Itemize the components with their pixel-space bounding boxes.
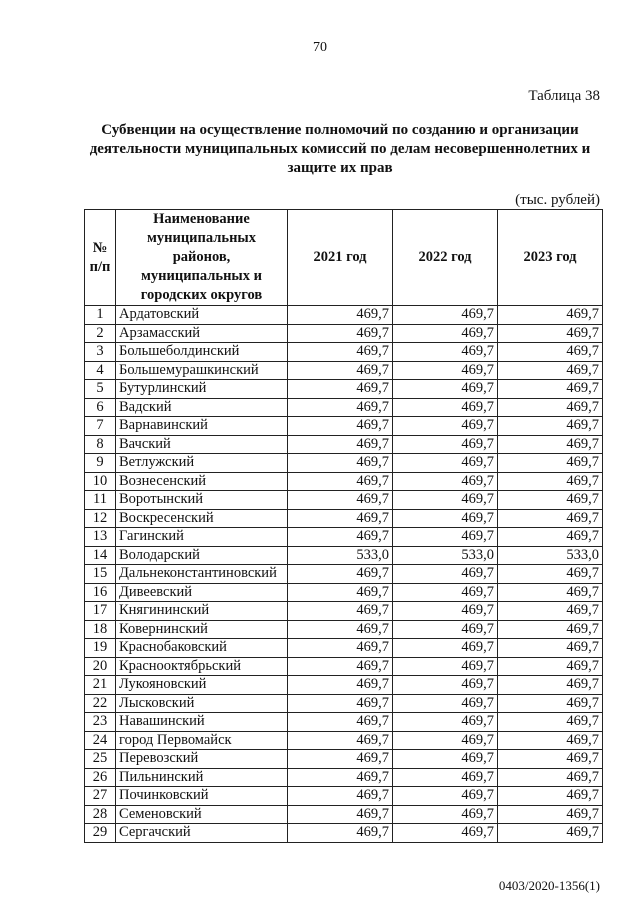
value-2021: 469,7 bbox=[288, 713, 393, 732]
district-name: Варнавинский bbox=[116, 417, 288, 436]
district-name: Володарский bbox=[116, 546, 288, 565]
value-2023: 469,7 bbox=[498, 824, 603, 843]
value-2021: 469,7 bbox=[288, 824, 393, 843]
table-row bbox=[85, 398, 603, 417]
district-name: Вачский bbox=[116, 435, 288, 454]
table-row bbox=[85, 306, 603, 325]
value-2022: 469,7 bbox=[393, 306, 498, 325]
row-number: 24 bbox=[85, 731, 116, 750]
row-number: 13 bbox=[85, 528, 116, 547]
row-number: 18 bbox=[85, 620, 116, 639]
value-2021: 469,7 bbox=[288, 583, 393, 602]
value-2021: 469,7 bbox=[288, 417, 393, 436]
value-2022: 469,7 bbox=[393, 528, 498, 547]
row-number: 22 bbox=[85, 694, 116, 713]
value-2021: 469,7 bbox=[288, 620, 393, 639]
header-2023: 2023 год bbox=[498, 210, 603, 306]
table-row bbox=[85, 546, 603, 565]
value-2023: 469,7 bbox=[498, 657, 603, 676]
value-2022: 469,7 bbox=[393, 398, 498, 417]
row-number: 29 bbox=[85, 824, 116, 843]
value-2022: 469,7 bbox=[393, 380, 498, 399]
value-2023: 469,7 bbox=[498, 713, 603, 732]
value-2021: 469,7 bbox=[288, 306, 393, 325]
table-row bbox=[85, 565, 603, 584]
footer-code: 0403/2020-1356(1) bbox=[498, 878, 600, 893]
district-name: Навашинский bbox=[116, 713, 288, 732]
value-2022: 469,7 bbox=[393, 676, 498, 695]
value-2021: 469,7 bbox=[288, 509, 393, 528]
table-row bbox=[85, 639, 603, 658]
value-2023: 469,7 bbox=[498, 676, 603, 695]
value-2021: 469,7 bbox=[288, 565, 393, 584]
value-2021: 469,7 bbox=[288, 750, 393, 769]
district-name: Перевозский bbox=[116, 750, 288, 769]
value-2023: 469,7 bbox=[498, 528, 603, 547]
row-number: 20 bbox=[85, 657, 116, 676]
row-number: 27 bbox=[85, 787, 116, 806]
row-number: 7 bbox=[85, 417, 116, 436]
value-2023: 469,7 bbox=[498, 509, 603, 528]
row-number: 21 bbox=[85, 676, 116, 695]
table-row bbox=[85, 583, 603, 602]
value-2022: 469,7 bbox=[393, 565, 498, 584]
row-number: 1 bbox=[85, 306, 116, 325]
value-2022: 469,7 bbox=[393, 750, 498, 769]
district-name: Княгининский bbox=[116, 602, 288, 621]
row-number: 16 bbox=[85, 583, 116, 602]
value-2022: 469,7 bbox=[393, 417, 498, 436]
value-2021: 469,7 bbox=[288, 491, 393, 510]
value-2021: 469,7 bbox=[288, 398, 393, 417]
value-2022: 469,7 bbox=[393, 713, 498, 732]
row-number: 19 bbox=[85, 639, 116, 658]
value-2023: 469,7 bbox=[498, 805, 603, 824]
district-name: Ковернинский bbox=[116, 620, 288, 639]
value-2023: 469,7 bbox=[498, 454, 603, 473]
row-number: 5 bbox=[85, 380, 116, 399]
value-2023: 469,7 bbox=[498, 343, 603, 362]
value-2021: 469,7 bbox=[288, 343, 393, 362]
units-label: (тыс. рублей) bbox=[515, 192, 600, 208]
value-2021: 469,7 bbox=[288, 787, 393, 806]
table-title: Субвенции на осуществление полномочий по созданию и организации деятельности муниципальных комиссий по делам несовершеннолетних и защите их прав bbox=[89, 122, 591, 176]
row-number: 17 bbox=[85, 602, 116, 621]
district-name: Сергачский bbox=[116, 824, 288, 843]
value-2021: 469,7 bbox=[288, 454, 393, 473]
table-row bbox=[85, 787, 603, 806]
value-2023: 469,7 bbox=[498, 565, 603, 584]
district-name: Большеболдинский bbox=[116, 343, 288, 362]
table-row bbox=[85, 361, 603, 380]
table-row bbox=[85, 528, 603, 547]
value-2021: 469,7 bbox=[288, 768, 393, 787]
value-2023: 469,7 bbox=[498, 602, 603, 621]
district-name: Пильнинский bbox=[116, 768, 288, 787]
row-number: 25 bbox=[85, 750, 116, 769]
value-2022: 469,7 bbox=[393, 361, 498, 380]
value-2023: 469,7 bbox=[498, 694, 603, 713]
row-number: 2 bbox=[85, 324, 116, 343]
value-2021: 469,7 bbox=[288, 676, 393, 695]
value-2022: 469,7 bbox=[393, 768, 498, 787]
district-name: Краснооктябрьский bbox=[116, 657, 288, 676]
district-name: Бутурлинский bbox=[116, 380, 288, 399]
table-row bbox=[85, 805, 603, 824]
value-2021: 469,7 bbox=[288, 361, 393, 380]
district-name: Воротынский bbox=[116, 491, 288, 510]
value-2022: 469,7 bbox=[393, 787, 498, 806]
table-row bbox=[85, 509, 603, 528]
value-2021: 469,7 bbox=[288, 380, 393, 399]
table-body bbox=[85, 306, 603, 843]
value-2023: 469,7 bbox=[498, 787, 603, 806]
value-2023: 469,7 bbox=[498, 472, 603, 491]
value-2021: 469,7 bbox=[288, 472, 393, 491]
table-row bbox=[85, 472, 603, 491]
row-number: 11 bbox=[85, 491, 116, 510]
header-2021: 2021 год bbox=[288, 210, 393, 306]
value-2021: 469,7 bbox=[288, 435, 393, 454]
value-2022: 469,7 bbox=[393, 639, 498, 658]
value-2023: 469,7 bbox=[498, 583, 603, 602]
table-row bbox=[85, 620, 603, 639]
district-name: город Первомайск bbox=[116, 731, 288, 750]
value-2022: 469,7 bbox=[393, 343, 498, 362]
table-row bbox=[85, 676, 603, 695]
row-number: 23 bbox=[85, 713, 116, 732]
value-2023: 469,7 bbox=[498, 731, 603, 750]
table-row bbox=[85, 824, 603, 843]
table-row bbox=[85, 324, 603, 343]
district-name: Гагинский bbox=[116, 528, 288, 547]
value-2022: 469,7 bbox=[393, 454, 498, 473]
district-name: Краснобаковский bbox=[116, 639, 288, 658]
district-name: Лукояновский bbox=[116, 676, 288, 695]
district-name: Большемурашкинский bbox=[116, 361, 288, 380]
table-row bbox=[85, 768, 603, 787]
district-name: Дальнеконстантиновский bbox=[116, 565, 288, 584]
row-number: 4 bbox=[85, 361, 116, 380]
table-label: Таблица 38 bbox=[528, 88, 600, 104]
row-number: 3 bbox=[85, 343, 116, 362]
value-2023: 469,7 bbox=[498, 768, 603, 787]
district-name: Ардатовский bbox=[116, 306, 288, 325]
value-2021: 533,0 bbox=[288, 546, 393, 565]
table-row bbox=[85, 713, 603, 732]
value-2023: 469,7 bbox=[498, 435, 603, 454]
value-2022: 469,7 bbox=[393, 602, 498, 621]
value-2021: 469,7 bbox=[288, 731, 393, 750]
table-row bbox=[85, 417, 603, 436]
value-2022: 469,7 bbox=[393, 694, 498, 713]
district-name: Вадский bbox=[116, 398, 288, 417]
value-2023: 469,7 bbox=[498, 620, 603, 639]
row-number: 14 bbox=[85, 546, 116, 565]
value-2021: 469,7 bbox=[288, 639, 393, 658]
value-2021: 469,7 bbox=[288, 602, 393, 621]
row-number: 9 bbox=[85, 454, 116, 473]
value-2023: 469,7 bbox=[498, 417, 603, 436]
table-header-row bbox=[85, 210, 603, 306]
row-number: 12 bbox=[85, 509, 116, 528]
row-number: 26 bbox=[85, 768, 116, 787]
value-2023: 469,7 bbox=[498, 306, 603, 325]
value-2022: 469,7 bbox=[393, 731, 498, 750]
value-2022: 469,7 bbox=[393, 824, 498, 843]
value-2023: 469,7 bbox=[498, 398, 603, 417]
value-2021: 469,7 bbox=[288, 657, 393, 676]
subsidies-table bbox=[84, 209, 603, 843]
value-2021: 469,7 bbox=[288, 805, 393, 824]
value-2022: 469,7 bbox=[393, 805, 498, 824]
header-2022: 2022 год bbox=[393, 210, 498, 306]
row-number: 8 bbox=[85, 435, 116, 454]
district-name: Лысковский bbox=[116, 694, 288, 713]
row-number: 15 bbox=[85, 565, 116, 584]
value-2022: 469,7 bbox=[393, 491, 498, 510]
value-2022: 469,7 bbox=[393, 657, 498, 676]
header-num: № п/п bbox=[85, 210, 116, 306]
page-number: 70 bbox=[313, 40, 327, 55]
value-2022: 469,7 bbox=[393, 435, 498, 454]
value-2023: 469,7 bbox=[498, 361, 603, 380]
district-name: Дивеевский bbox=[116, 583, 288, 602]
district-name: Ветлужский bbox=[116, 454, 288, 473]
header-name: Наименование муниципальных районов, муниципальных и городских округов bbox=[116, 210, 288, 306]
table-row bbox=[85, 343, 603, 362]
table-row bbox=[85, 657, 603, 676]
value-2023: 469,7 bbox=[498, 639, 603, 658]
table-row bbox=[85, 454, 603, 473]
value-2023: 469,7 bbox=[498, 491, 603, 510]
table-row bbox=[85, 750, 603, 769]
district-name: Арзамасский bbox=[116, 324, 288, 343]
table-row bbox=[85, 435, 603, 454]
value-2022: 469,7 bbox=[393, 472, 498, 491]
table-row bbox=[85, 731, 603, 750]
district-name: Семеновский bbox=[116, 805, 288, 824]
value-2022: 469,7 bbox=[393, 324, 498, 343]
value-2021: 469,7 bbox=[288, 324, 393, 343]
row-number: 28 bbox=[85, 805, 116, 824]
value-2023: 469,7 bbox=[498, 324, 603, 343]
value-2023: 533,0 bbox=[498, 546, 603, 565]
value-2022: 469,7 bbox=[393, 509, 498, 528]
value-2022: 469,7 bbox=[393, 583, 498, 602]
table-row bbox=[85, 491, 603, 510]
district-name: Починковский bbox=[116, 787, 288, 806]
district-name: Воскресенский bbox=[116, 509, 288, 528]
value-2022: 469,7 bbox=[393, 620, 498, 639]
value-2023: 469,7 bbox=[498, 380, 603, 399]
value-2022: 533,0 bbox=[393, 546, 498, 565]
table-row bbox=[85, 694, 603, 713]
value-2023: 469,7 bbox=[498, 750, 603, 769]
value-2021: 469,7 bbox=[288, 694, 393, 713]
district-name: Вознесенский bbox=[116, 472, 288, 491]
row-number: 6 bbox=[85, 398, 116, 417]
value-2021: 469,7 bbox=[288, 528, 393, 547]
row-number: 10 bbox=[85, 472, 116, 491]
table-row bbox=[85, 380, 603, 399]
table-row bbox=[85, 602, 603, 621]
